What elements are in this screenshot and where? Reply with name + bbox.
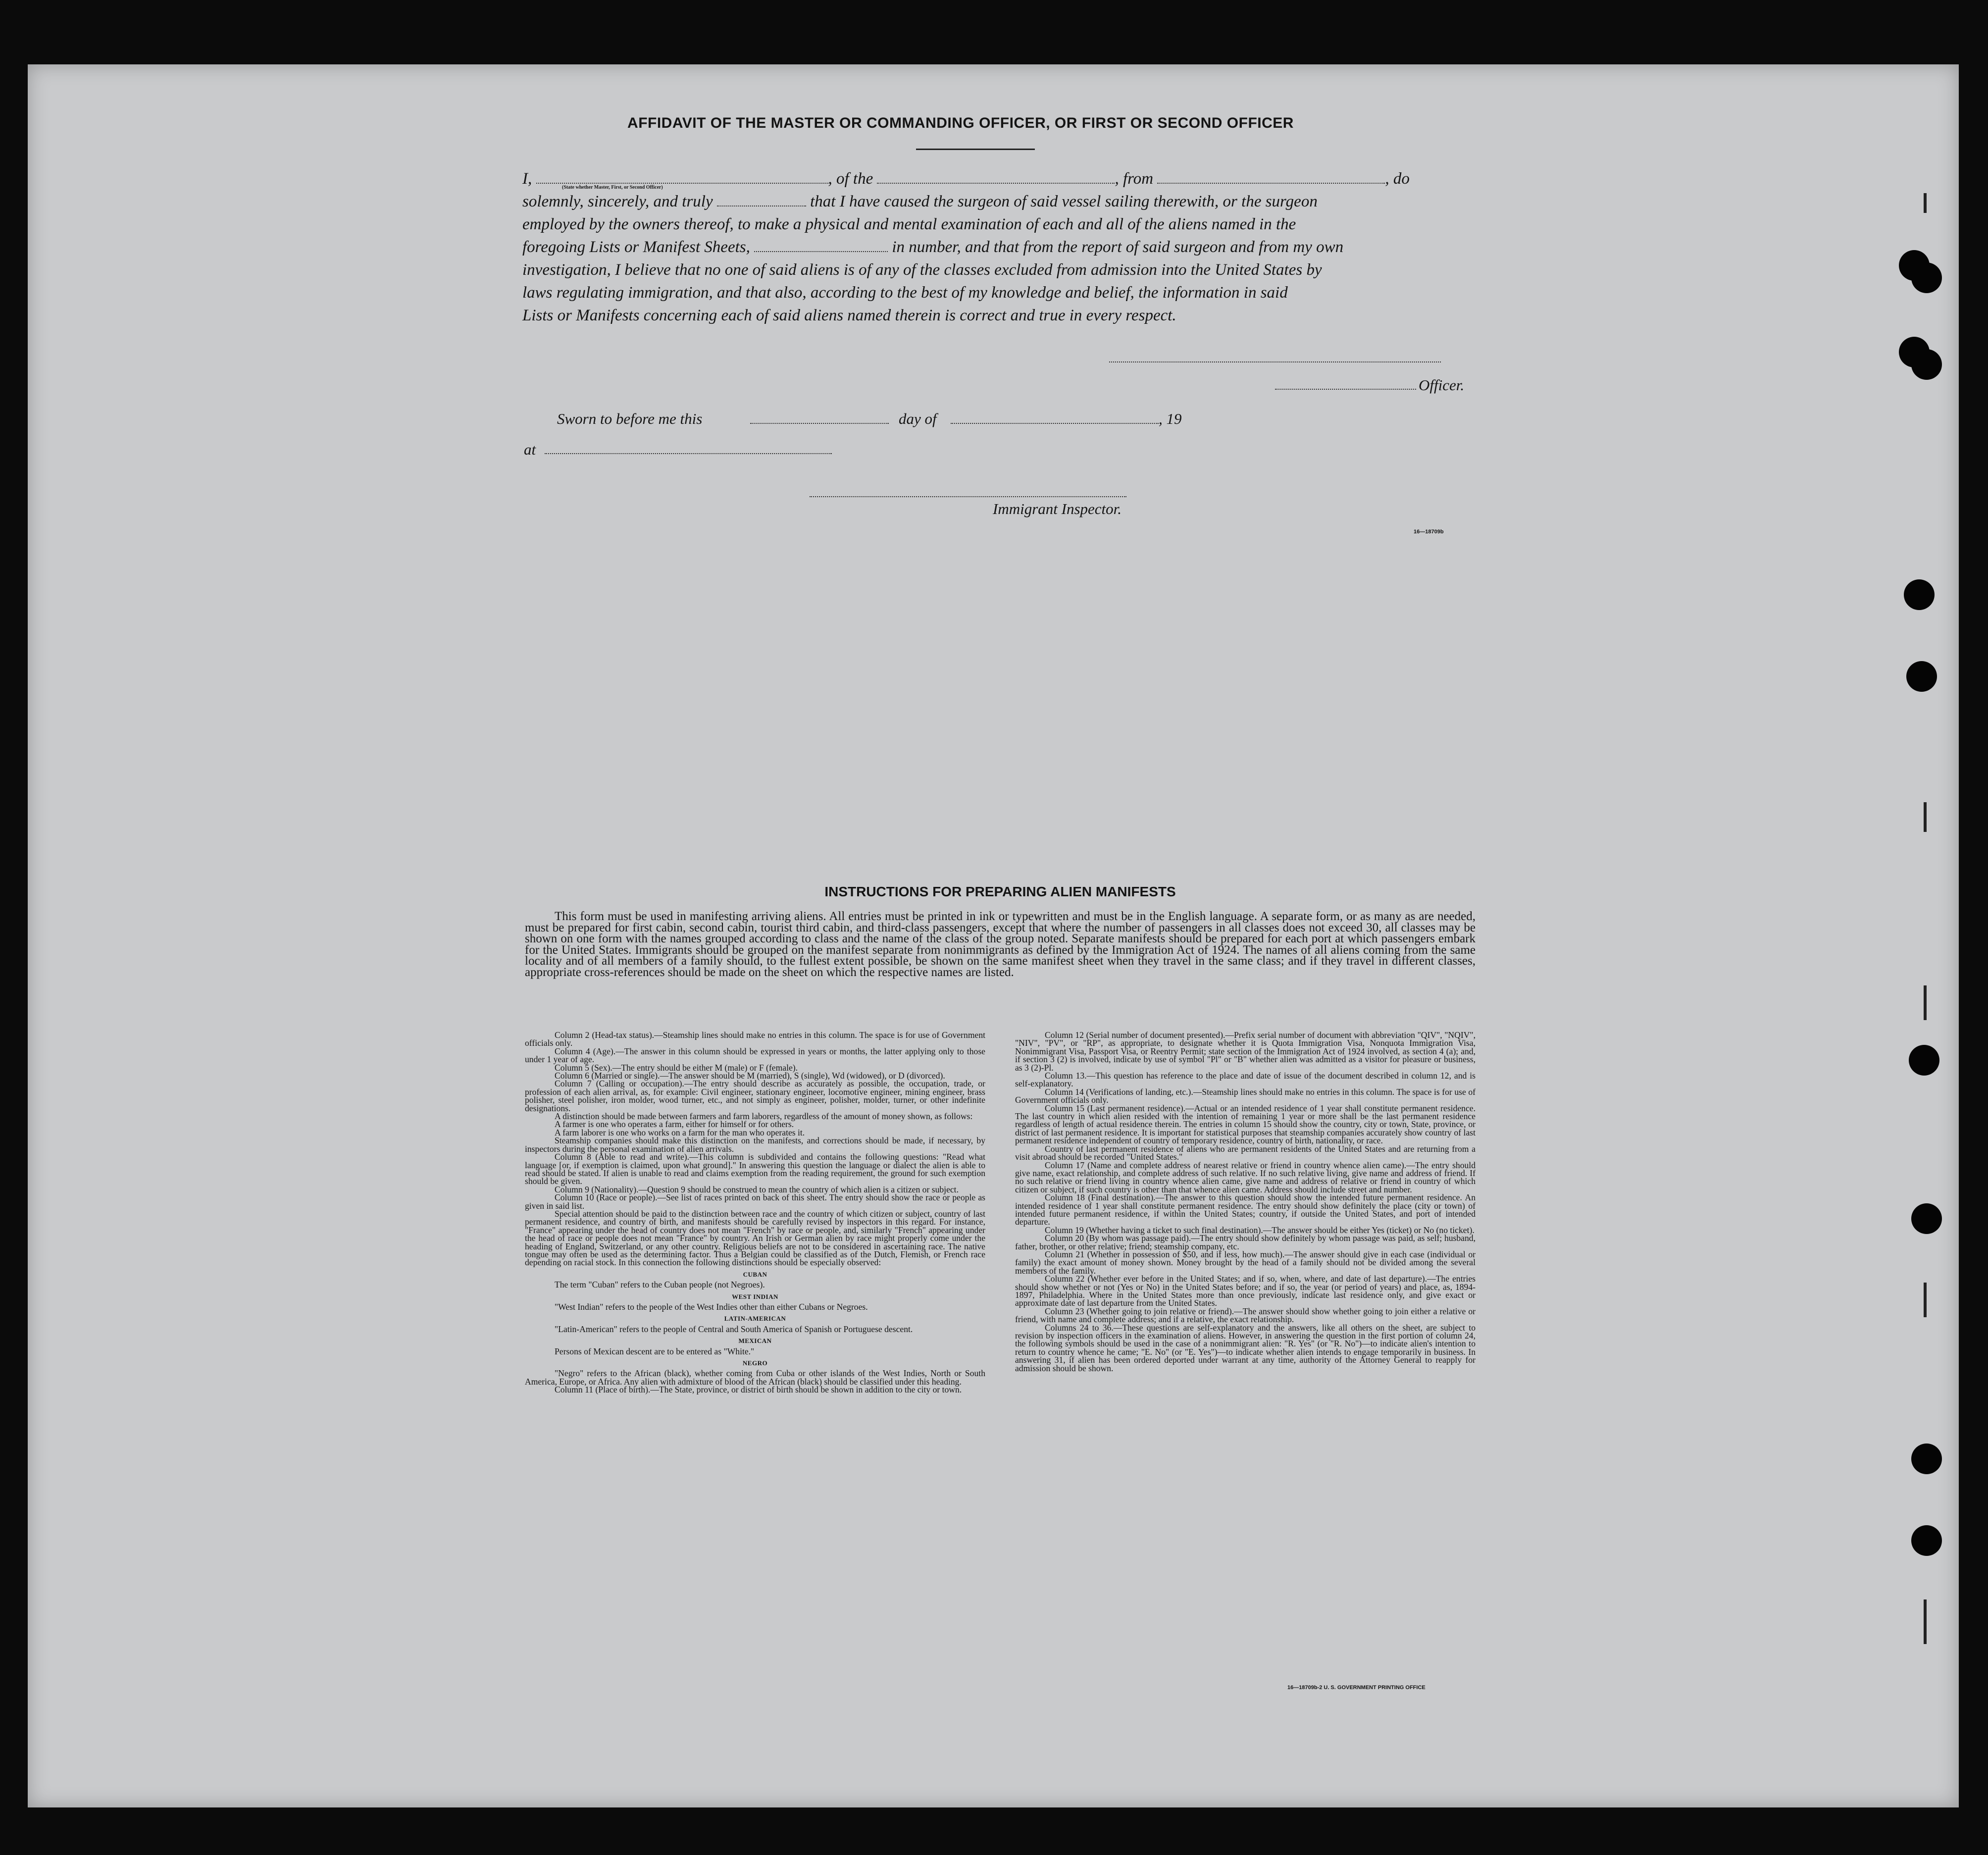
officer-signature-line[interactable] bbox=[1109, 361, 1441, 362]
race-heading-negro: NEGRO bbox=[742, 1359, 768, 1367]
margin-mark bbox=[1924, 802, 1927, 832]
affidavit-line-4 bbox=[522, 236, 1473, 258]
instruction-paragraph: Column 12 (Serial number of document presented).—Prefix serial number of document with abbreviation "QIV", "NQIV", "NIV", "PV", or "RP", as appropriate, to designate whether it is Quota Immigration Visa, Nonquota Immigration Visa, Nonimmigrant Visa, Passport Visa, or Reentry Permit; state section of the Immigration Act of 1924 involved, as section 4 (a); and, if section 3 (2) is involved, indicate by use of symbol "Pl" or "B" whether alien was admitted as a visitor for pleasure or business, as 3 (2)-Pl. bbox=[1015, 1030, 1476, 1073]
instructions-title: INSTRUCTIONS FOR PREPARING ALIEN MANIFESTS bbox=[824, 884, 1176, 899]
sheet-count-field[interactable] bbox=[754, 240, 888, 252]
instruction-paragraph: Column 19 (Whether having a ticket to such final destination).—The answer should be either Yes (ticket) or No (no ticket). bbox=[1045, 1225, 1475, 1235]
year-prefix: , 19 bbox=[1159, 410, 1182, 427]
affidavit-line-7: Lists or Manifests concerning each of said aliens named therein is correct and true in every respect. bbox=[522, 307, 1176, 324]
instruction-paragraph: Column 17 (Name and complete address of nearest relative or friend in country whence alien came).—The entry should give name, exact relationship, and complete address of such relative. If no such relative living, give name and address of friend. If no such relative or friend living in country whence alien came, give name and address of relative or friend in country of which citizen or subject, if such country is other than that whence alien came. Address should include street and number. bbox=[1015, 1160, 1476, 1194]
binder-hole bbox=[1904, 579, 1935, 610]
race-definition-mexican: Persons of Mexican descent are to be entered as "White." bbox=[555, 1346, 755, 1356]
affidavit-line-5: investigation, I believe that no one of said aliens is of any of the classes excluded from admission into the United States by bbox=[522, 261, 1322, 279]
race-definition-negro: "Negro" refers to the African (black), whether coming from Cuba or other islands of the West Indies, North or South America, Europe, or Africa. Any alien with admixture of blood of the African (black) should be classified under this heading. bbox=[525, 1368, 985, 1387]
margin-mark bbox=[1924, 1599, 1927, 1644]
instruction-paragraph: Columns 24 to 36.—These questions are self-explanatory and the answers, like all others on the sheet, are subject to revision by inspection officers in the examination of aliens. However, in answering the question in the first portion of column 24, the following symbols should be used in the case of a nonimmigrant alien: "R. Yes" (or "R. No")—to indicate alien's intention to return to country whence he came; "E. No" (or "E. Yes")—to indicate whether alien intends to engage temporarily in business. In answering 31, if alien has been ordered deported under warrant at any time, authority of the Attorney General to reapply for admission should be shown. bbox=[1015, 1322, 1476, 1373]
affidavit-text: solemnly, sincerely, and truly bbox=[522, 193, 713, 210]
sworn-label: Sworn to before me this bbox=[557, 410, 703, 427]
binder-hole bbox=[1911, 349, 1942, 380]
instruction-paragraph: Column 9 (Nationality).—Question 9 should be construed to mean the country of which alien is a citizen or subject. bbox=[555, 1184, 959, 1194]
affidavit-text: in number, and that from the report of said surgeon and from my own bbox=[892, 238, 1344, 256]
affidavit-text: , of the bbox=[828, 170, 873, 188]
instruction-paragraph: Column 11 (Place of birth).—The State, province, or district of birth should be shown in addition to the city or town. bbox=[555, 1385, 962, 1395]
sworn-month-field[interactable] bbox=[951, 422, 1159, 424]
printing-office-code: 16—18709b-2 U. S. GOVERNMENT PRINTING OFFICE bbox=[1287, 1685, 1426, 1691]
instruction-paragraph: Column 15 (Last permanent residence).—Actual or an intended residence of 1 year shall constitute permanent residence. The last country in which alien resided with the intention of remaining 1 year or more shall be the last permanent residence regardless of length of actual residence therein. The entries in column 15 should show the country, city or town, State, province, or district of last permanent residence. It is important for statistical purposes that steamship companies accurately show country of last permanent residence independent of country of temporary residence, country of birth, nationality, or race. bbox=[1015, 1103, 1476, 1146]
inspector-label: Immigrant Inspector. bbox=[993, 500, 1122, 517]
race-heading-west-indian: WEST INDIAN bbox=[732, 1292, 778, 1300]
instruction-paragraph: Column 5 (Sex).—The entry should be either M (male) or F (female). bbox=[555, 1062, 798, 1073]
instruction-paragraph: Country of last permanent residence of aliens who are permanent residents of the United States and are returning from a visit abroad should be recorded "United States." bbox=[1015, 1143, 1476, 1162]
instruction-paragraph: A distinction should be made between farmers and farm laborers, regardless of the amount of money shown, as follows: bbox=[555, 1111, 973, 1122]
instruction-paragraph: Column 4 (Age).—The answer in this column should be expressed in years or months, the latter applying only to those under 1 year of age. bbox=[525, 1046, 985, 1065]
race-definition-west-indian: "West Indian" refers to the people of the West Indies other than either Cubans or Negroes. bbox=[555, 1302, 868, 1312]
oath-field[interactable] bbox=[717, 195, 806, 206]
affidavit-line-3: employed by the owners thereof, to make a physical and mental examination of each and all of the aliens named in the bbox=[522, 215, 1296, 233]
margin-mark bbox=[1924, 1283, 1927, 1317]
instruction-paragraph: Column 21 (Whether in possession of $50, and if less, how much).—The answer should give in each case (individual or family) the exact amount of money shown. Money brought by the head of a family should not be divided among the several members of the family. bbox=[1015, 1249, 1476, 1276]
day-of-label: day of bbox=[899, 410, 937, 427]
race-heading-cuban: CUBAN bbox=[743, 1270, 767, 1278]
affidavit-text: I, bbox=[522, 170, 532, 188]
instruction-paragraph: Steamship companies should make this distinction on the manifests, and corrections should be made, if necessary, by inspectors during the personal examination of alien arrivals. bbox=[525, 1135, 985, 1154]
affidavit-text: that I have caused the surgeon of said vessel sailing therewith, or the surgeon bbox=[810, 193, 1318, 210]
title-rule bbox=[916, 149, 1035, 150]
instructions-left-column bbox=[525, 1031, 985, 1394]
instruction-paragraph: Column 14 (Verifications of landing, etc.).—Steamship lines should make no entries in this column. The space is for use of Government officials only. bbox=[1015, 1086, 1476, 1105]
binder-hole bbox=[1906, 661, 1937, 692]
instruction-paragraph: A farmer is one who operates a farm, either for himself or for others. bbox=[555, 1119, 794, 1130]
instruction-paragraph: Column 10 (Race or people).—See list of races printed on back of this sheet. The entry should show the race or people as given in said list. bbox=[525, 1192, 985, 1211]
affidavit-text: , from bbox=[1115, 170, 1154, 188]
affidavit-line-2 bbox=[522, 190, 1473, 213]
binder-hole bbox=[1911, 1203, 1942, 1234]
instruction-paragraph: Column 8 (Able to read and write).—This column is subdivided and contains the following questions: "Read what language [or, if exemption is claimed, upon what ground]." In answering this question the language or dialect the alien is able to read should be stated. If alien is unable to read and claims exemption from the reading requirement, the ground for such exemption should be given. bbox=[525, 1152, 985, 1186]
binder-hole bbox=[1911, 1525, 1942, 1556]
instruction-paragraph: Column 20 (By whom was passage paid).—The entry should show definitely by whom passage was paid, as self; husband, father, brother, or other relative; friend; steamship company, etc. bbox=[1015, 1233, 1476, 1251]
affidavit-body bbox=[522, 167, 1473, 327]
instructions-intro: This form must be used in manifesting arriving aliens. All entries must be printed in ink or typewritten and must be in the English language. A separate form, or as many as are needed, must be prepared for first cabin, second cabin, tourist third cabin, and third-class passengers, except that where the number of passengers in all classes does not exceed 30, all classes may be shown on one form with the names grouped according to class and the name of the class of the group noted. Separate manifests should be prepared for each port at which passengers embark for the United States. Immigrants should be grouped on the manifest separate from nonimmigrants as defined by the Immigration Act of 1924. The names of all aliens coming from the same locality and of all members of a family should, to the fullest extent possible, be shown on the same manifest sheet when they travel in the same class; and if they travel in different classes, appropriate cross-references should be made on the sheet on which the respective names are listed. bbox=[525, 910, 1476, 979]
officer-rank-field[interactable] bbox=[536, 172, 828, 184]
affidavit-text: foregoing Lists or Manifest Sheets, bbox=[522, 238, 750, 256]
race-heading-latin-american: LATIN-AMERICAN bbox=[724, 1315, 786, 1323]
instruction-paragraph: Column 18 (Final destination).—The answer to this question should show the intended future permanent residence. An intended residence of 1 year shall constitute permanent residence. The entry should show definitely the place (city or town) of intended future permanent residence, if within the United States; country, if outside the United States, and port of intended departure. bbox=[1015, 1192, 1476, 1227]
binder-hole bbox=[1911, 1443, 1942, 1474]
affidavit-line-1 bbox=[522, 167, 1473, 190]
race-heading-mexican: MEXICAN bbox=[738, 1337, 772, 1345]
race-definition-latin-american: "Latin-American" refers to the people of Central and South America of Spanish or Portuguese descent. bbox=[555, 1324, 913, 1334]
sworn-place-field[interactable] bbox=[545, 452, 832, 454]
affidavit-text: , do bbox=[1385, 170, 1410, 188]
binder-hole bbox=[1911, 262, 1942, 293]
instruction-paragraph: Column 13.—This question has reference to the place and date of issue of the document described in column 12, and is self-explanatory. bbox=[1015, 1071, 1476, 1089]
form-number: 16—18709b bbox=[1414, 529, 1444, 535]
inspector-signature-line[interactable] bbox=[810, 495, 1126, 497]
race-definition-cuban: The term "Cuban" refers to the Cuban people (not Negroes). bbox=[555, 1280, 765, 1290]
binder-hole bbox=[1909, 1045, 1939, 1076]
margin-mark bbox=[1924, 193, 1927, 213]
affidavit-line-6: laws regulating immigration, and that also, according to the best of my knowledge and belief, the information in said bbox=[522, 284, 1288, 302]
officer-label: Officer. bbox=[1419, 376, 1465, 394]
instruction-paragraph: Special attention should be paid to the distinction between race and the country of which citizen or subject, country of last permanent residence, and country of birth, and manifests should be carefully revised by inspectors in this regard. For instance, "France" appearing under the head of country does not mean "French" by race or people, and, similarly "French" appearing under the head of race or people does not mean "France" by country. An Irish or German alien by race might properly come under the heading of England, Switzerland, or any other country. Religious beliefs are not to be considered in ascertaining race. The native tongue may often be used as the determining factor. Thus a Belgian could be classified as of the Dutch, Flemish, or French race depending on racial stock. In this connection the following distinctions should be especially observed: bbox=[525, 1208, 985, 1268]
at-label: at bbox=[524, 441, 536, 458]
port-from-field[interactable] bbox=[1157, 172, 1385, 184]
instruction-paragraph: Column 22 (Whether ever before in the United States; and if so, when, where, and date of last departure).—The entries should show whether or not (Yes or No) in the United States before; and if so, the year (or period of years) and place, as, 1894-1897, Philadelphia. Where in the United States more than once previously, indicate last residence only, and give exact or approximate date of last departure from the United States. bbox=[1015, 1274, 1476, 1308]
affidavit-title: AFFIDAVIT OF THE MASTER OR COMMANDING OFFICER, OR FIRST OR SECOND OFFICER bbox=[627, 115, 1294, 131]
margin-mark bbox=[1924, 985, 1927, 1020]
instruction-paragraph: Column 6 (Married or single).—The answer should be M (married), S (single), Wd (widowed), or D (divorced). bbox=[555, 1071, 945, 1081]
instructions-right-column bbox=[1015, 1031, 1476, 1372]
rank-hint: (State whether Master, First, or Second Officer) bbox=[562, 185, 663, 190]
instruction-paragraph: Column 7 (Calling or occupation).—The entry should describe as accurately as possible, the occupation, trade, or profession of each alien arrival, as, for example: Civil engineer, stationary engineer, locomotive engineer, mining engineer, brass polisher, steel polisher, iron molder, wood turner, etc., and not simply as engineer, polisher, molder, turner, or other indefinite designations. bbox=[525, 1079, 985, 1113]
sworn-day-field[interactable] bbox=[750, 422, 889, 424]
instruction-paragraph: Column 23 (Whether going to join relative or friend).—The answer should show whether going to join either a relative or friend, with name and complete address; and if a relative, the exact relationship. bbox=[1015, 1306, 1476, 1325]
vessel-name-field[interactable] bbox=[877, 172, 1115, 184]
officer-title-line[interactable] bbox=[1275, 388, 1416, 390]
instruction-paragraph: A farm laborer is one who works on a farm for the man who operates it. bbox=[555, 1127, 805, 1137]
instruction-paragraph: Column 2 (Head-tax status).—Steamship lines should make no entries in this column. The space is for use of Government officials only. bbox=[525, 1030, 985, 1048]
